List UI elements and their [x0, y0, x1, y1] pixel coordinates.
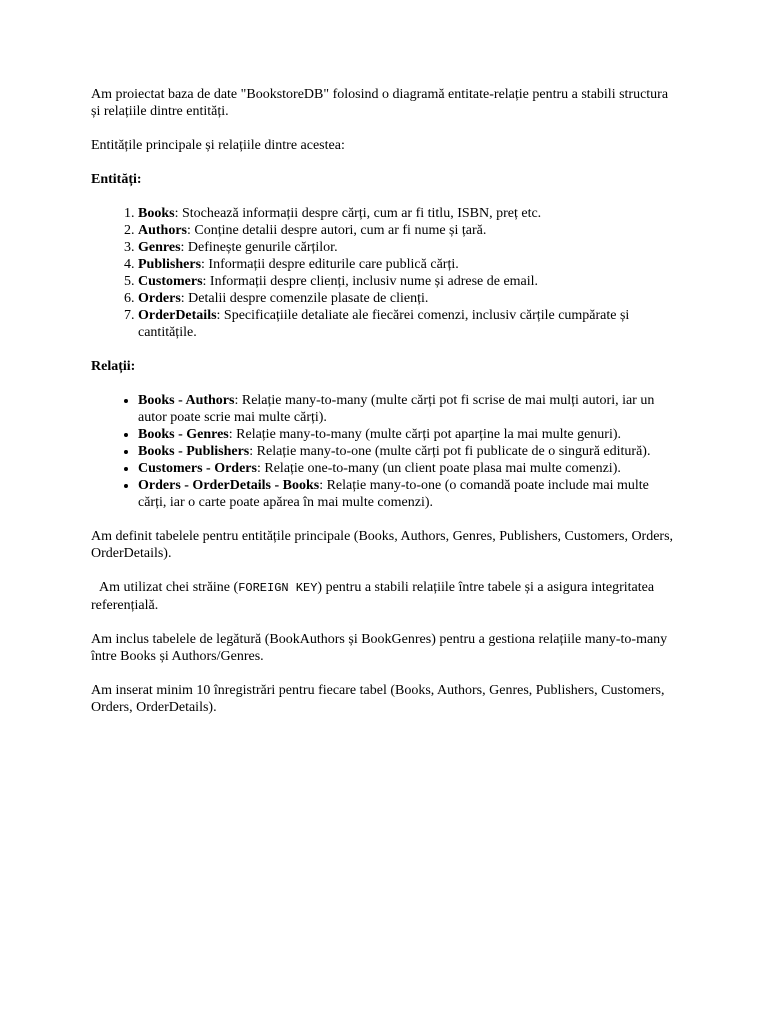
entity-name: Orders [138, 291, 181, 306]
relation-name: Books - Authors [138, 393, 235, 408]
foreign-key-code: FOREIGN KEY [238, 581, 318, 595]
entity-description: : Informații despre editurile care publică cărți. [201, 257, 459, 272]
list-item [138, 222, 676, 239]
intro-paragraph: Am proiectat baza de date "BookstoreDB" folosind o diagramă entitate-relație pentru a stabili structura și relațiile dintre entități. [91, 87, 669, 119]
relations-heading: Relații: [91, 359, 136, 374]
relation-description: : Relație many-to-one (o comandă poate include mai multe cărți, iar o carte poate apărea în mai multe comenzi). [138, 478, 649, 510]
junction-tables-paragraph: Am inclus tabelele de legătură (BookAuthors și BookGenres) pentru a gestiona relațiile many-to-many între Books și Authors/Genres. [91, 632, 668, 664]
foreign-key-text-after: ) pentru a stabili relațiile între tabele și a asigura integritatea referențială. [91, 580, 655, 613]
relation-name: Orders - OrderDetails - Books [138, 478, 320, 493]
records-paragraph: Am inserat minim 10 înregistrări pentru fiecare tabel (Books, Authors, Genres, Publishers, Customers, Orders, OrderDetails). [91, 683, 665, 715]
list-item [138, 307, 676, 341]
relation-name: Books - Publishers [138, 444, 250, 459]
entities-heading: Entități: [91, 172, 142, 187]
relation-description: : Relație many-to-one (multe cărți pot fi publicate de o singură editură). [249, 444, 651, 459]
relation-description: : Relație one-to-many (un client poate plasa mai multe comenzi). [256, 461, 621, 476]
entity-name: Genres [138, 240, 181, 255]
relation-description: : Relație many-to-many (multe cărți pot fi scrise de mai mulți autori, iar un autor poate scrie mai multe cărți). [138, 393, 655, 425]
entity-description: : Informații despre clienți, inclusiv nume și adrese de email. [202, 274, 539, 289]
list-item [138, 392, 676, 426]
foreign-key-paragraph [91, 579, 676, 614]
entity-description: : Conține detalii despre autori, cum ar fi nume și țară. [187, 223, 487, 238]
relation-name: Customers - Orders [138, 461, 257, 476]
lead-paragraph: Entitățile principale și relațiile dintre acestea: [91, 138, 345, 153]
tables-paragraph: Am definit tabelele pentru entitățile principale (Books, Authors, Genres, Publishers, Customers, Orders, OrderDetails). [91, 529, 674, 561]
list-item [138, 290, 676, 307]
entity-name: Publishers [138, 257, 202, 272]
list-item [138, 477, 676, 511]
list-item [138, 239, 676, 256]
list-item [138, 460, 676, 477]
entity-name: OrderDetails [138, 308, 217, 323]
entity-description: : Stochează informații despre cărți, cum ar fi titlu, ISBN, preț etc. [174, 206, 542, 221]
list-item [138, 443, 676, 460]
relation-description: : Relație many-to-many (multe cărți pot aparține la mai multe genuri). [228, 427, 622, 442]
relations-list [91, 392, 676, 511]
foreign-key-text-before: Am utilizat chei străine ( [99, 580, 239, 595]
entity-description: : Specificațiile detaliate ale fiecărei comenzi, inclusiv cărțile cumpărate și cantitățile. [138, 308, 630, 340]
entity-description: : Detalii despre comenzile plasate de clienți. [180, 291, 429, 306]
list-item [138, 256, 676, 273]
entity-name: Customers [138, 274, 203, 289]
relation-name: Books - Genres [138, 427, 229, 442]
entity-description: : Definește genurile cărților. [180, 240, 338, 255]
list-item [138, 426, 676, 443]
list-item [138, 205, 676, 222]
entities-list [91, 205, 676, 341]
entity-name: Authors [138, 223, 188, 238]
list-item [138, 273, 676, 290]
entity-name: Books [138, 206, 175, 221]
